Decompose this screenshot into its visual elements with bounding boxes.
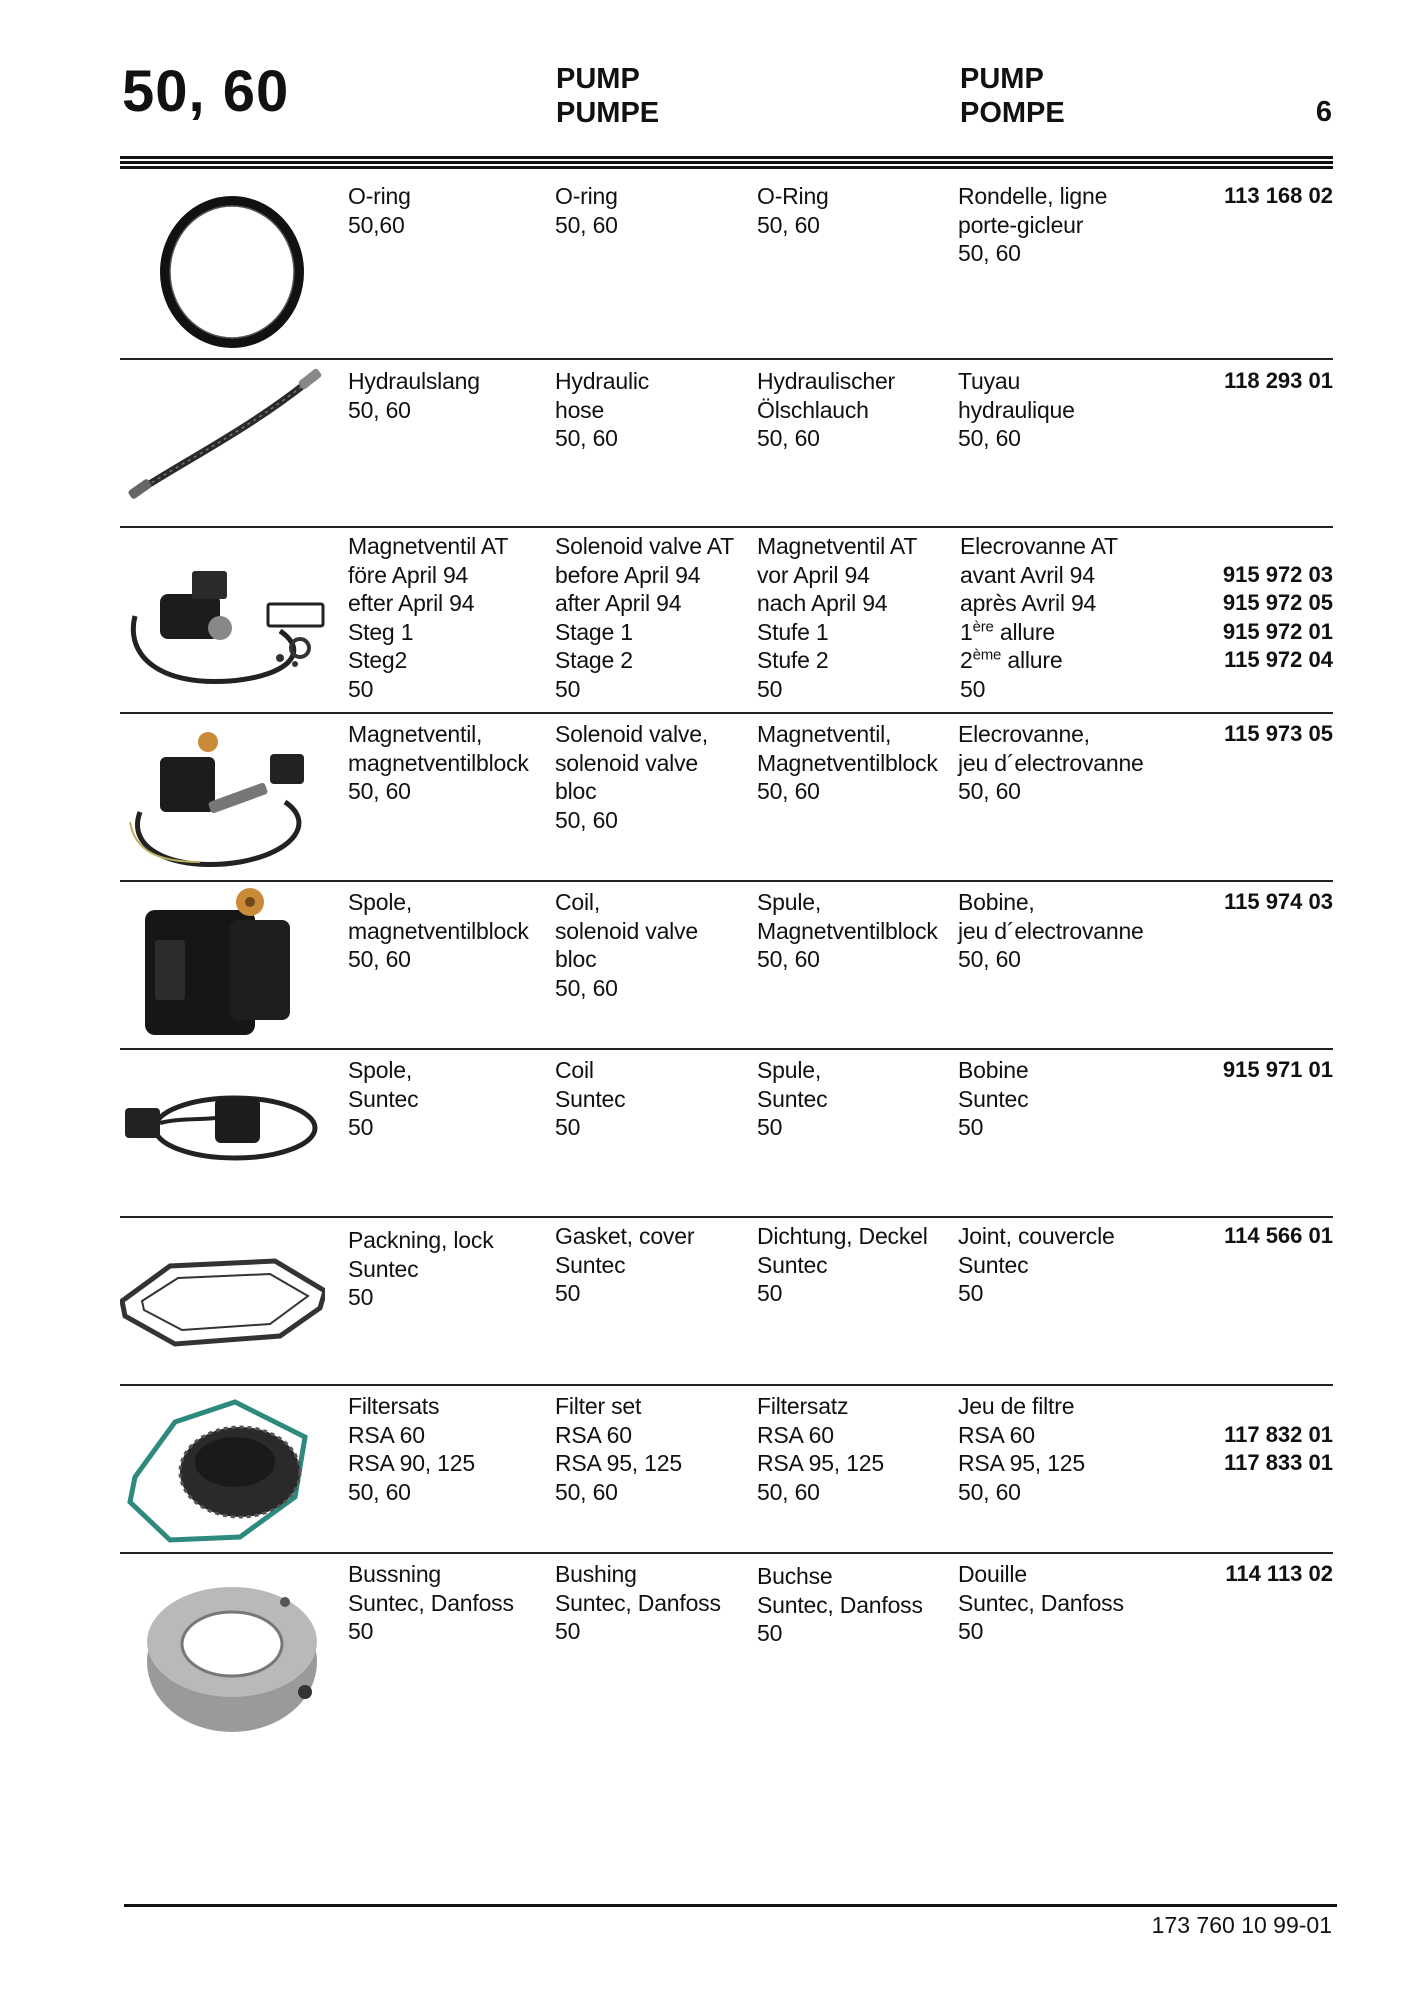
desc-line: 50 xyxy=(348,1618,374,1644)
desc-line: Buchse xyxy=(757,1563,833,1589)
desc-line: Spole, xyxy=(348,889,413,915)
desc-line: Spule, xyxy=(757,889,822,915)
part-number xyxy=(1224,1392,1333,1421)
desc-line: Hydraulic xyxy=(555,368,650,394)
desc-line: O-Ring xyxy=(757,183,829,209)
part-row xyxy=(120,1216,1333,1386)
desc-line: Suntec, Danfoss xyxy=(958,1589,1124,1616)
filter-set-image xyxy=(120,1392,325,1552)
desc-line: 50 xyxy=(960,675,986,702)
desc-sv xyxy=(348,182,411,239)
desc-line: 50 xyxy=(348,675,374,702)
header-rule xyxy=(120,161,1333,164)
desc-line: solenoid valve xyxy=(555,917,698,944)
desc-line: RSA 95, 125 xyxy=(555,1450,682,1476)
model-title: 50, 60 xyxy=(122,59,290,124)
desc-line: 50, 60 xyxy=(555,425,618,451)
desc-fr xyxy=(958,1560,1124,1646)
desc-fr xyxy=(960,532,1118,703)
desc-line: RSA 60 xyxy=(757,1421,834,1448)
desc-line: Magnetventilblock xyxy=(757,917,938,944)
desc-line: RSA 90, 125 xyxy=(348,1450,475,1476)
part-number: 113 168 02 xyxy=(1224,183,1333,208)
desc-en xyxy=(555,182,618,239)
desc-line: Hydraulslang xyxy=(348,368,480,394)
part-row xyxy=(120,358,1333,528)
desc-line: Jeu de filtre xyxy=(958,1393,1075,1419)
header-rule xyxy=(120,166,1333,169)
desc-line: Bussning xyxy=(348,1561,442,1587)
desc-line: vor April 94 xyxy=(757,561,870,588)
part-number: 117 832 01 xyxy=(1224,1421,1333,1447)
desc-line: 50, 60 xyxy=(958,946,1021,972)
desc-line: 50 xyxy=(348,1284,374,1310)
solenoid-valve-block-image xyxy=(120,712,325,882)
part-row xyxy=(120,526,1333,712)
header-title-right xyxy=(960,62,1065,130)
desc-fr xyxy=(958,720,1144,806)
desc-line: O-ring xyxy=(555,183,618,209)
desc-de xyxy=(757,1562,923,1648)
desc-line: Stage 2 xyxy=(555,647,633,673)
desc-line: Suntec xyxy=(348,1255,419,1282)
desc-line: magnetventilblock xyxy=(348,749,529,776)
desc-de xyxy=(757,367,895,453)
desc-fr xyxy=(958,1392,1085,1506)
desc-line: Tuyau xyxy=(958,368,1021,394)
part-number: 118 293 01 xyxy=(1224,368,1333,393)
desc-de xyxy=(757,1056,827,1142)
desc-sv xyxy=(348,1226,494,1312)
desc-line: Packning, lock xyxy=(348,1227,494,1253)
desc-sv xyxy=(348,720,529,806)
desc-fr xyxy=(958,367,1075,453)
desc-fr xyxy=(958,888,1144,974)
hydraulic-hose-image xyxy=(120,358,325,528)
desc-line: Bobine xyxy=(958,1057,1029,1083)
desc-en xyxy=(555,1392,682,1506)
desc-line: Bushing xyxy=(555,1561,637,1587)
desc-line: 50, 60 xyxy=(348,946,411,972)
desc-line: bloc xyxy=(555,946,597,972)
header-title-left xyxy=(556,62,659,130)
desc-line: porte-gicleur xyxy=(958,211,1084,238)
desc-line: efter April 94 xyxy=(348,590,475,616)
desc-line: Suntec xyxy=(757,1251,828,1278)
desc-line: Solenoid valve, xyxy=(555,721,708,747)
desc-sv xyxy=(348,888,529,974)
part-row xyxy=(120,880,1333,1050)
desc-line: 50, 60 xyxy=(757,778,820,804)
desc-en xyxy=(555,888,698,1002)
desc-line: Suntec, Danfoss xyxy=(757,1591,923,1618)
part-number-list xyxy=(1224,1222,1333,1251)
desc-line: Magnetventil, xyxy=(348,721,483,747)
desc-line: Stage 1 xyxy=(555,618,633,645)
desc-line: 50, 60 xyxy=(757,211,820,238)
desc-line: 50, 60 xyxy=(958,425,1021,451)
bushing-image xyxy=(120,1562,325,1742)
desc-line: hydraulique xyxy=(958,396,1075,423)
desc-line: Filter set xyxy=(555,1393,642,1419)
desc-line: 50 xyxy=(555,1114,581,1140)
desc-line: magnetventilblock xyxy=(348,917,529,944)
header-title-fr: POMPE xyxy=(960,97,1065,129)
desc-line: Hydraulischer xyxy=(757,368,896,394)
desc-fr xyxy=(958,1222,1115,1308)
part-number: 915 972 05 xyxy=(1222,590,1333,615)
desc-line: 50 xyxy=(958,1280,984,1306)
desc-line: après Avril 94 xyxy=(960,590,1097,616)
desc-line: RSA 60 xyxy=(958,1421,1035,1448)
part-number-list xyxy=(1224,888,1333,917)
desc-line: Steg 1 xyxy=(348,618,414,645)
part-number: 915 972 03 xyxy=(1222,561,1333,587)
desc-line: Suntec, Danfoss xyxy=(555,1589,721,1616)
footer-rule xyxy=(124,1904,1337,1907)
part-number: 915 971 01 xyxy=(1222,1057,1333,1082)
desc-line: Bobine, xyxy=(958,889,1035,915)
part-number-list xyxy=(1224,720,1333,749)
desc-line: 50 xyxy=(348,1114,374,1140)
desc-line: Rondelle, ligne xyxy=(958,183,1108,209)
desc-line: 50, 60 xyxy=(348,778,411,804)
row-divider xyxy=(120,526,1333,528)
desc-de xyxy=(757,1222,928,1308)
desc-line: Joint, couvercle xyxy=(958,1223,1115,1249)
desc-line: före April 94 xyxy=(348,561,469,588)
desc-line: Suntec xyxy=(958,1251,1029,1278)
part-number-list xyxy=(1223,1056,1333,1085)
desc-en xyxy=(555,532,734,703)
header-title-de: PUMPE xyxy=(556,97,660,129)
desc-de xyxy=(757,182,829,239)
part-number: 117 833 01 xyxy=(1224,1450,1333,1475)
desc-en xyxy=(555,1560,721,1646)
part-row xyxy=(120,1552,1333,1742)
part-number xyxy=(1223,532,1333,561)
desc-line: Suntec xyxy=(555,1251,626,1278)
part-number: 115 974 03 xyxy=(1224,889,1333,914)
desc-line: 50, 60 xyxy=(348,396,411,423)
desc-fr xyxy=(958,182,1107,268)
desc-line: Magnetventil AT xyxy=(348,533,509,559)
desc-line: Magnetventilblock xyxy=(757,749,938,776)
desc-line: 2ème allure xyxy=(960,646,1063,673)
desc-line: Gasket, cover xyxy=(555,1223,695,1249)
desc-line: 50 xyxy=(555,675,581,702)
desc-line: Suntec xyxy=(757,1085,828,1112)
desc-line: RSA 95, 125 xyxy=(757,1450,884,1476)
desc-line: avant Avril 94 xyxy=(960,561,1095,588)
desc-line: 50, 60 xyxy=(348,1478,411,1505)
part-number-list xyxy=(1225,1560,1333,1589)
desc-line: jeu d´electrovanne xyxy=(958,917,1144,944)
header-rule xyxy=(120,156,1333,159)
desc-line: Ölschlauch xyxy=(757,396,869,423)
desc-fr xyxy=(958,1056,1028,1142)
part-row xyxy=(120,1048,1333,1218)
desc-line: Solenoid valve AT xyxy=(555,533,735,559)
desc-line: Filtersatz xyxy=(757,1393,849,1419)
desc-line: 50 xyxy=(757,1620,783,1646)
header-title-sv: PUMP xyxy=(556,63,640,95)
desc-line: O-ring xyxy=(348,183,411,209)
desc-line: Suntec xyxy=(958,1085,1029,1112)
desc-line: 50 xyxy=(757,1114,783,1140)
desc-line: 50, 60 xyxy=(555,806,618,833)
desc-line: 50, 60 xyxy=(555,1478,618,1505)
desc-en xyxy=(555,1056,625,1142)
part-number: 115 973 05 xyxy=(1224,721,1333,746)
desc-de xyxy=(757,532,917,703)
desc-de xyxy=(757,888,938,974)
desc-en xyxy=(555,1222,694,1308)
coil-image xyxy=(120,880,325,1050)
desc-line: 50,60 xyxy=(348,211,405,238)
desc-sv xyxy=(348,532,508,703)
desc-line: before April 94 xyxy=(555,561,701,588)
part-number-list xyxy=(1224,367,1333,396)
desc-en xyxy=(555,367,649,453)
desc-line: RSA 95, 125 xyxy=(958,1450,1085,1476)
desc-line: Spule, xyxy=(757,1057,822,1083)
desc-sv xyxy=(348,1560,514,1646)
desc-sv xyxy=(348,367,480,424)
desc-line: Suntec, Danfoss xyxy=(348,1589,514,1616)
desc-line: Filtersats xyxy=(348,1393,440,1419)
o-ring-image xyxy=(120,182,325,352)
part-number-list xyxy=(1223,532,1333,675)
desc-de xyxy=(757,720,938,806)
desc-line: Elecrovanne, xyxy=(958,721,1090,747)
part-number: 114 113 02 xyxy=(1225,1561,1333,1586)
desc-line: Coil xyxy=(555,1057,594,1083)
part-number: 115 972 04 xyxy=(1224,647,1333,672)
desc-line: solenoid valve xyxy=(555,749,698,776)
desc-line: 50, 60 xyxy=(757,1478,820,1505)
header-title-en: PUMP xyxy=(960,63,1044,95)
document-code: 173 760 10 99-01 xyxy=(1151,1912,1332,1938)
desc-sv xyxy=(348,1392,475,1506)
desc-line: 50, 60 xyxy=(757,425,820,451)
part-row xyxy=(120,712,1333,882)
page-number: 6 xyxy=(1315,96,1332,128)
desc-line: 50 xyxy=(958,1114,984,1140)
part-row xyxy=(120,1384,1333,1554)
desc-line: 50 xyxy=(555,1280,581,1306)
part-number: 114 566 01 xyxy=(1224,1223,1333,1248)
desc-line: Stufe 1 xyxy=(757,618,829,645)
row-divider xyxy=(120,1384,1333,1386)
desc-line: 50, 60 xyxy=(958,240,1021,266)
desc-line: Stufe 2 xyxy=(757,647,829,673)
desc-line: 50, 60 xyxy=(555,211,618,238)
desc-line: jeu d´electrovanne xyxy=(958,749,1144,776)
part-number-list xyxy=(1224,1392,1333,1478)
desc-line: Coil, xyxy=(555,889,601,915)
desc-line: 50, 60 xyxy=(555,974,618,1001)
desc-line: Dichtung, Deckel xyxy=(757,1223,928,1249)
row-divider xyxy=(120,1552,1333,1554)
part-number: 915 972 01 xyxy=(1222,618,1333,644)
coil-suntec-image xyxy=(120,1048,325,1218)
gasket-image xyxy=(120,1216,325,1386)
desc-line: Suntec xyxy=(348,1085,419,1112)
desc-line: nach April 94 xyxy=(757,590,888,616)
desc-line: Steg2 xyxy=(348,647,408,673)
desc-line: 50, 60 xyxy=(757,946,820,972)
desc-sv xyxy=(348,1056,418,1142)
desc-line: 50 xyxy=(958,1618,984,1644)
desc-line: 50 xyxy=(555,1618,581,1644)
part-number-list xyxy=(1224,182,1333,211)
desc-de xyxy=(757,1392,884,1506)
desc-line: Magnetventil, xyxy=(757,721,892,747)
desc-line: hose xyxy=(555,396,605,423)
desc-line: 50 xyxy=(757,1280,783,1306)
desc-line: after April 94 xyxy=(555,590,682,616)
desc-line: 1ère allure xyxy=(960,617,1055,645)
desc-line: 50, 60 xyxy=(958,778,1021,804)
desc-en xyxy=(555,720,708,834)
solenoid-valve-kit-image xyxy=(120,536,325,706)
desc-line: Elecrovanne AT xyxy=(960,533,1118,559)
desc-line: Spole, xyxy=(348,1057,413,1083)
desc-line: RSA 60 xyxy=(555,1421,632,1448)
desc-line: Magnetventil AT xyxy=(757,533,918,559)
desc-line: Suntec xyxy=(555,1085,626,1112)
part-row xyxy=(120,182,1333,352)
desc-line: Douille xyxy=(958,1561,1027,1587)
desc-line: 50 xyxy=(757,675,783,702)
desc-line: bloc xyxy=(555,778,597,804)
desc-line: RSA 60 xyxy=(348,1421,425,1448)
desc-line: 50, 60 xyxy=(958,1478,1021,1505)
